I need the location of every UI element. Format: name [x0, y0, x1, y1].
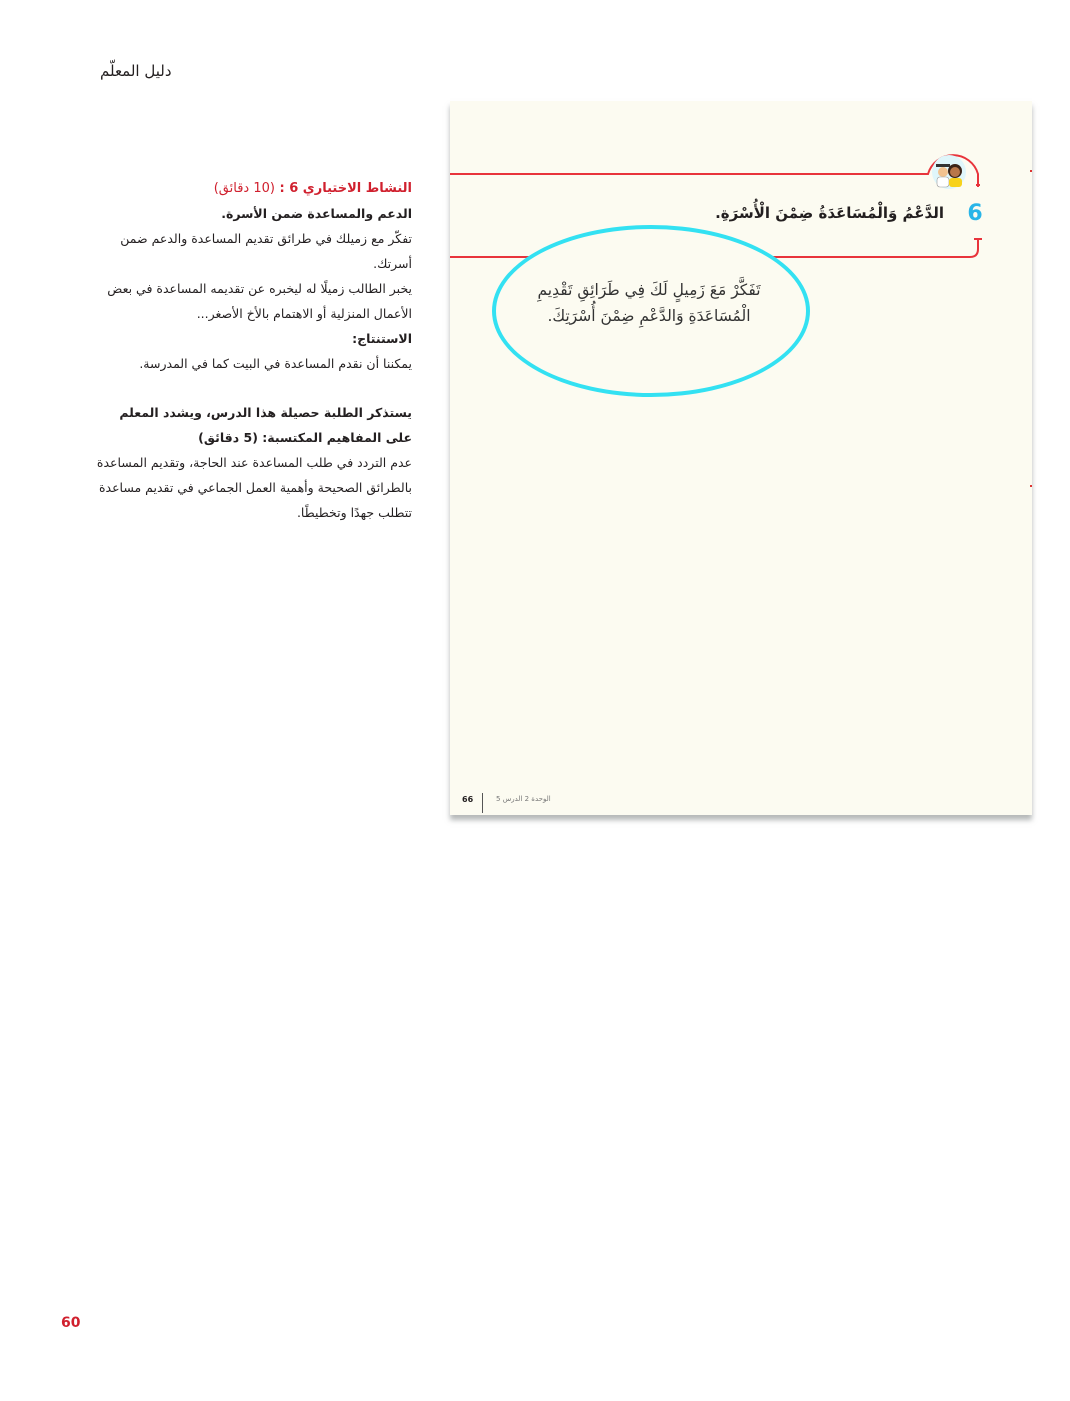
bubble-text: تَفَكَّرْ مَعَ زَمِيلٍ لَكَ فِي طَرَائِقِ تَقْدِيمِ الْمُسَاعَدَةِ وَالدَّعْمِ ضِمْنَ أُسْرَتِكَ.	[537, 281, 761, 325]
conclusion-text: يمكننا أن نقدم المساعدة في البيت كما في المدرسة.	[139, 356, 412, 371]
activity-number: 6	[967, 201, 983, 226]
activity-topic: الدعم والمساعدة ضمن الأسرة.	[221, 206, 412, 221]
conclusion-label: الاستنتاج:	[352, 331, 412, 346]
page-header-title: دليل المعلّم	[100, 62, 172, 80]
recap-text: عدم التردد في طلب المساعدة عند الحاجة، وتقديم المساعدة بالطرائق الصحيحة وأهمية العمل الجماعي في تقديم مساعدة تتطلب جهدًا وتخطيطًا.	[96, 455, 412, 520]
activity-duration: (10 دقائق)	[213, 181, 275, 196]
footer-divider	[482, 793, 483, 813]
activity-example: يخبر الطالب زميلًا له ليخبره عن تقديمه المساعدة في بعض الأعمال المنزلية أو الاهتمام بالأخ الأصغر...	[107, 281, 412, 321]
crop-mark	[1030, 485, 1032, 487]
student-book-page	[450, 101, 1032, 815]
pair-work-icon	[931, 154, 967, 190]
recap-title: يستذكر الطلبة حصيلة هذا الدرس، ويشدد المعلم على المفاهيم المكتسبة: (5 دقائق)	[119, 405, 412, 445]
activity-instruction: تفكّر مع زميلك في طرائق تقديم المساعدة والدعم ضمن أسرتك.	[120, 231, 412, 271]
activity-title: النشاط الاختياري 6 :	[279, 181, 412, 196]
student-activity-title: الدَّعْمُ وَالْمُسَاعَدَةُ ضِمْنَ الْأُسْرَةِ.	[715, 204, 944, 222]
page-number: 60	[61, 1315, 81, 1331]
student-page-number: 66	[462, 795, 474, 804]
crop-mark	[1030, 170, 1032, 172]
activity-heading	[96, 176, 412, 201]
footer-unit-label: الوحدة 2 الدرس 5	[496, 795, 551, 803]
teacher-notes	[96, 176, 412, 525]
